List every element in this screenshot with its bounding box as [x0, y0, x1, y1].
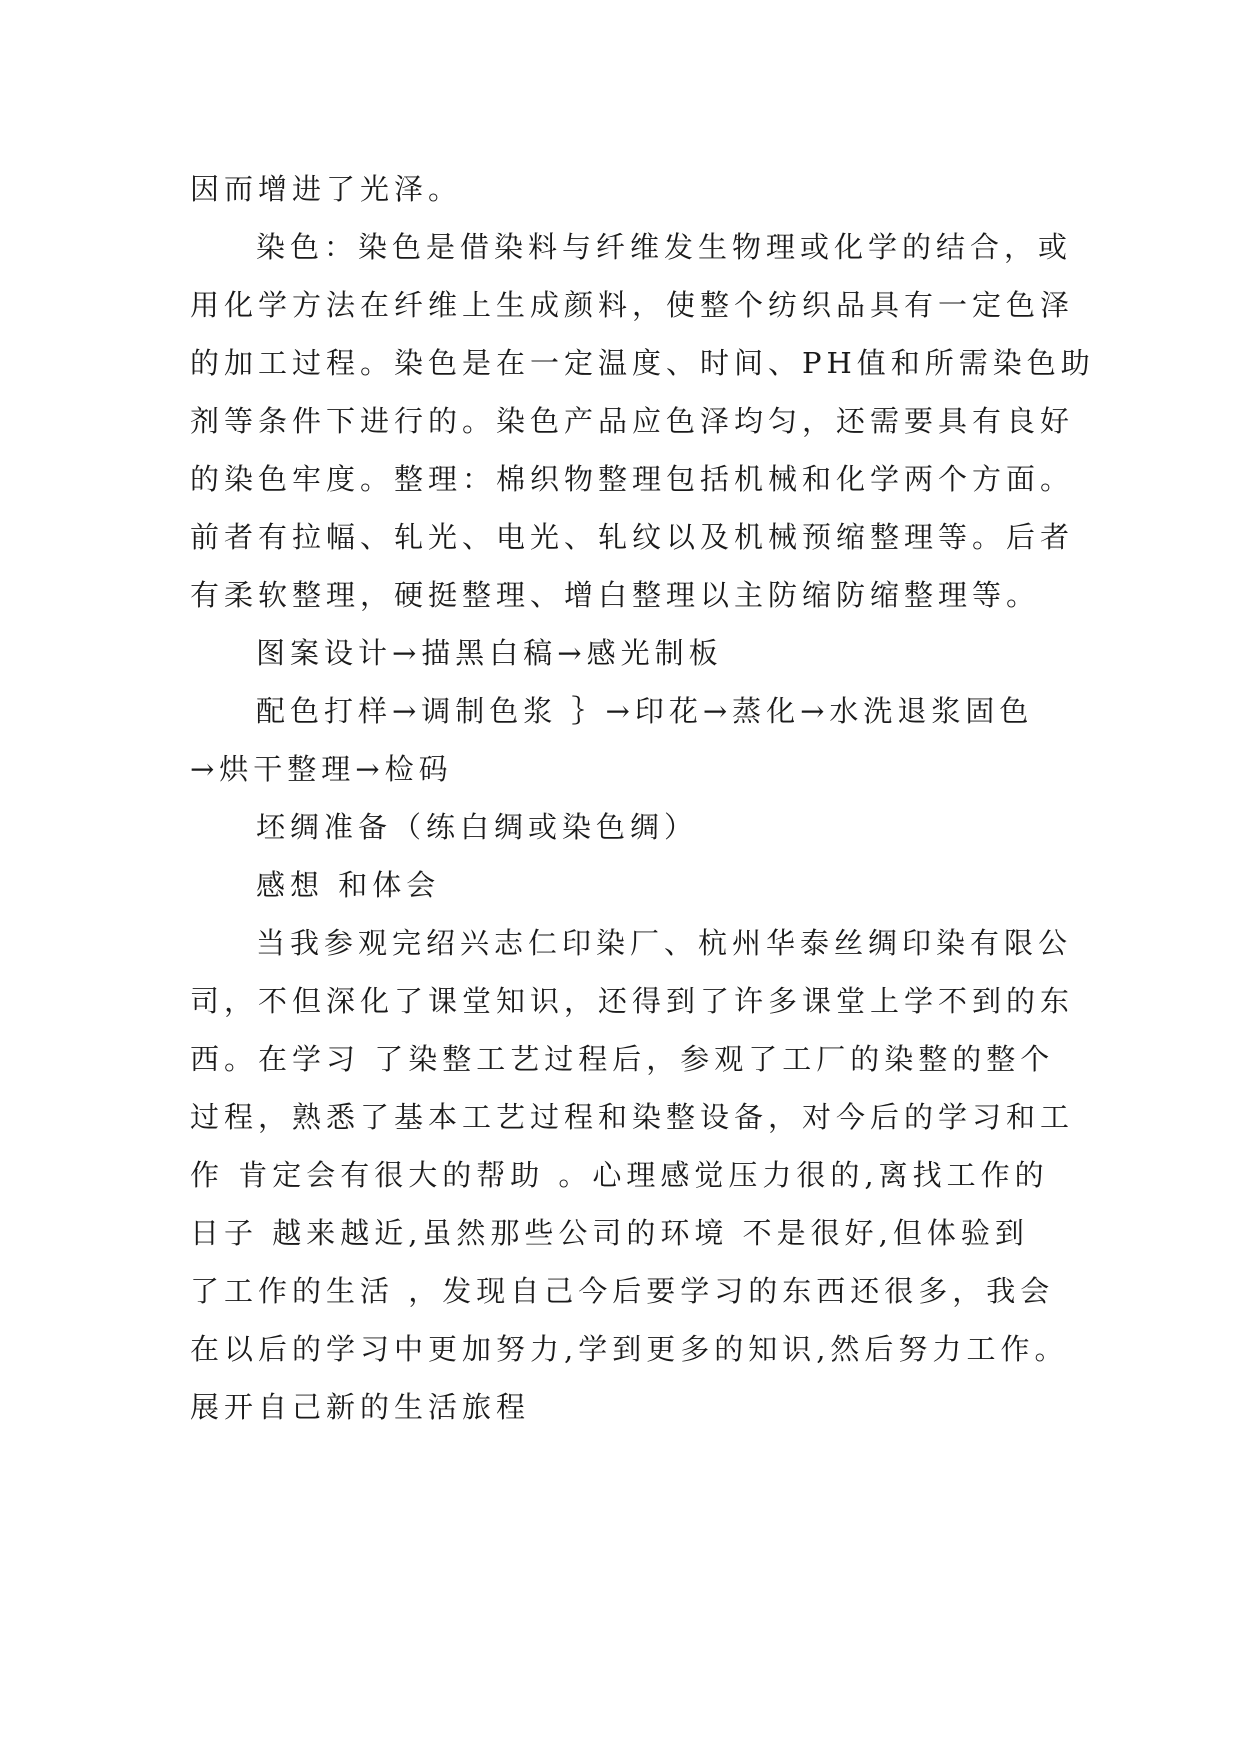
text-line: 用化学方法在纤维上生成颜料，使整个纺织品具有一定色泽 [190, 288, 1075, 322]
process-line: 坯绸准备（练白绸或染色绸） [256, 810, 699, 844]
text-line: 的加工过程。染色是在一定温度、时间、PH值和所需染色助 [190, 346, 1095, 380]
text-line: 展开自己新的生活旅程 [190, 1390, 531, 1424]
section-heading: 感想 和体会 [256, 868, 441, 902]
body-text [190, 160, 1095, 1436]
text-line: 日子 越来越近,虽然那些公司的环境 不是很好,但体验到 [190, 1216, 1029, 1250]
text-line: 染色：染色是借染料与纤维发生物理或化学的结合，或 [256, 230, 1073, 264]
text-line: 因而增进了光泽。 [190, 172, 463, 206]
text-line: 西。在学习 了染整工艺过程后，参观了工厂的染整的整个 [190, 1042, 1055, 1076]
text-line: 当我参观完绍兴志仁印染厂、杭州华泰丝绸印染有限公 [256, 926, 1073, 960]
text-line: 作 肯定会有很大的帮助 。心理感觉压力很的,离找工作的 [190, 1158, 1049, 1192]
text-line: 前者有拉幅、轧光、电光、轧纹以及机械预缩整理等。后者 [190, 520, 1075, 554]
process-line: →烘干整理→检码 [190, 752, 453, 786]
text-line: 在以后的学习中更加努力,学到更多的知识,然后努力工作。 [190, 1332, 1069, 1366]
text-line: 剂等条件下进行的。染色产品应色泽均匀，还需要具有良好 [190, 404, 1075, 438]
text-line: 的染色牢度。整理：棉织物整理包括机械和化学两个方面。 [190, 462, 1075, 496]
text-line: 过程，熟悉了基本工艺过程和染整设备，对今后的学习和工 [190, 1100, 1075, 1134]
text-line: 有柔软整理，硬挺整理、增白整理以主防缩防缩整理等。 [190, 578, 1041, 612]
process-line: 配色打样→调制色浆 ｝→印花→蒸化→水洗退浆固色 [256, 694, 1034, 728]
process-line: 图案设计→描黑白稿→感光制板 [256, 636, 723, 670]
text-line: 了工作的生活 ，发现自己今后要学习的东西还很多，我会 [190, 1274, 1055, 1308]
text-line: 司，不但深化了课堂知识，还得到了许多课堂上学不到的东 [190, 984, 1075, 1018]
